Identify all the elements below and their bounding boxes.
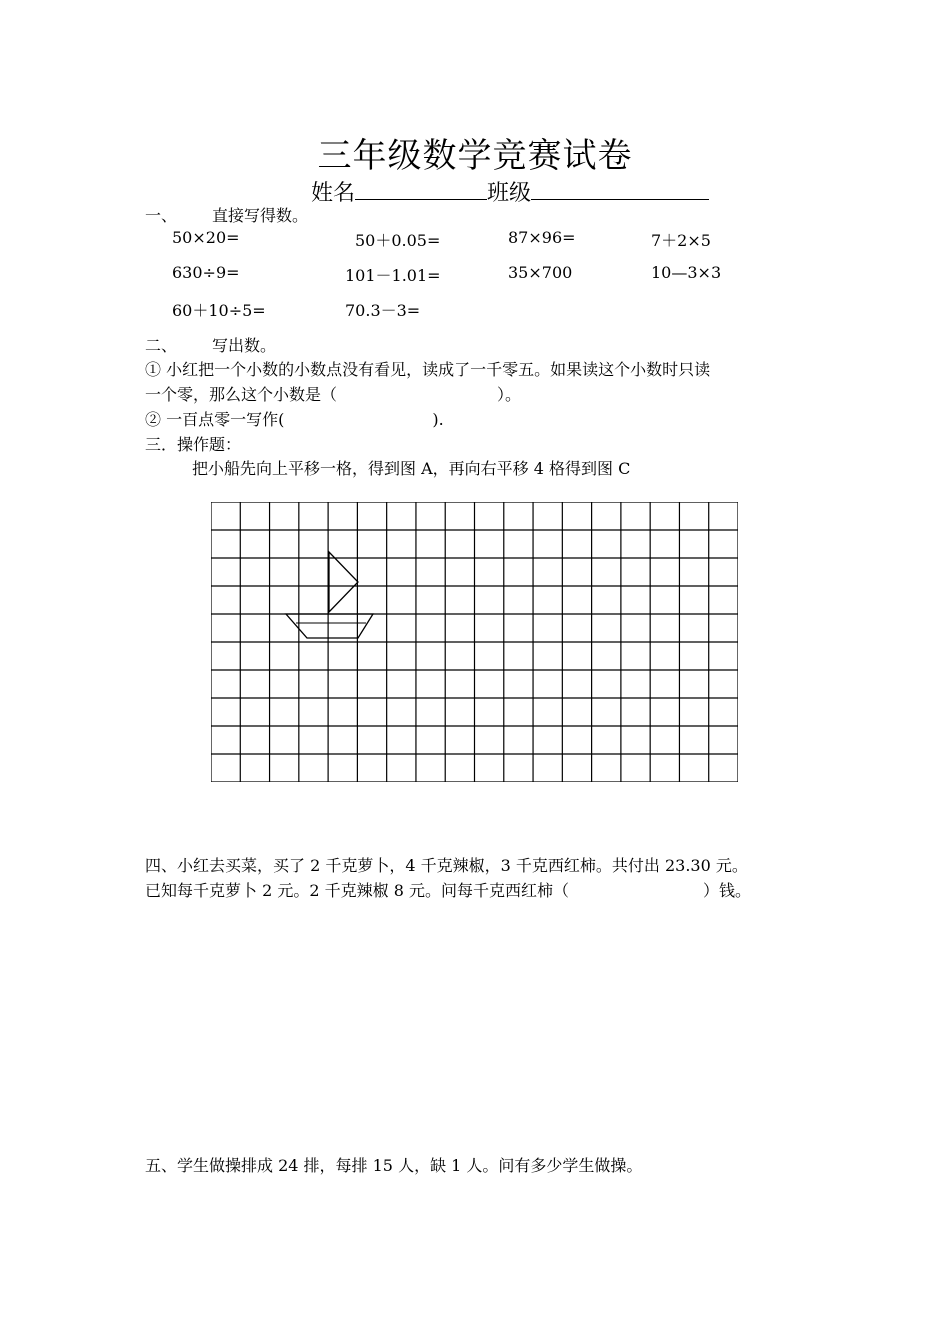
section-2-heading: 写出数。 bbox=[212, 336, 277, 355]
problem-5: 630÷9= bbox=[172, 263, 240, 282]
question-2-1-line1: ① 小红把一个小数的小数点没有看见，读成了一千零五。如果读这个小数时只读 bbox=[145, 360, 711, 379]
section-3-heading: 三．操作题： bbox=[145, 435, 242, 454]
section-3-instruction: 把小船先向上平移一格，得到图 A，再向右平移 4 格得到图 C bbox=[192, 459, 631, 478]
section-4-line1: 四、小红去买菜，买了 2 千克萝卜，4 千克辣椒，3 千克西红柿。共付出 23.30 元。 bbox=[145, 856, 748, 875]
name-label: 姓名 bbox=[311, 181, 356, 206]
boat-grid[interactable] bbox=[211, 502, 738, 782]
name-field bbox=[311, 176, 709, 207]
problem-9: 60＋10÷5= bbox=[172, 301, 266, 320]
problem-6: 101－1.01= bbox=[345, 266, 441, 285]
class-blank[interactable] bbox=[531, 177, 709, 200]
page-title: 三年级数学竞赛试卷 bbox=[317, 136, 633, 176]
problem-1: 50×20= bbox=[172, 228, 240, 247]
boat-sail bbox=[329, 552, 358, 612]
section-2-number: 二、 bbox=[145, 336, 178, 355]
problem-7: 35×700 bbox=[508, 263, 573, 282]
question-2-2: ② 一百点零一写作( ). bbox=[145, 410, 444, 429]
problem-10: 70.3－3= bbox=[345, 301, 421, 320]
problem-8: 10—3×3 bbox=[651, 263, 722, 282]
section-4-line2: 已知每千克萝卜 2 元。2 千克辣椒 8 元。问每千克西红柿（ ）钱。 bbox=[145, 881, 751, 900]
question-2-1-line2: 一个零，那么这个小数是（ ）。 bbox=[145, 385, 522, 404]
section-5-question: 五、学生做操排成 24 排，每排 15 人，缺 1 人。问有多少学生做操。 bbox=[145, 1156, 643, 1175]
problem-3: 87×96= bbox=[508, 228, 576, 247]
class-label: 班级 bbox=[487, 181, 532, 206]
problem-2: 50＋0.05= bbox=[355, 231, 441, 250]
section-1-number: 一、 bbox=[145, 206, 178, 225]
section-1-heading: 直接写得数。 bbox=[212, 206, 309, 225]
problem-4: 7＋2×5 bbox=[651, 231, 711, 250]
name-blank[interactable] bbox=[355, 177, 487, 200]
